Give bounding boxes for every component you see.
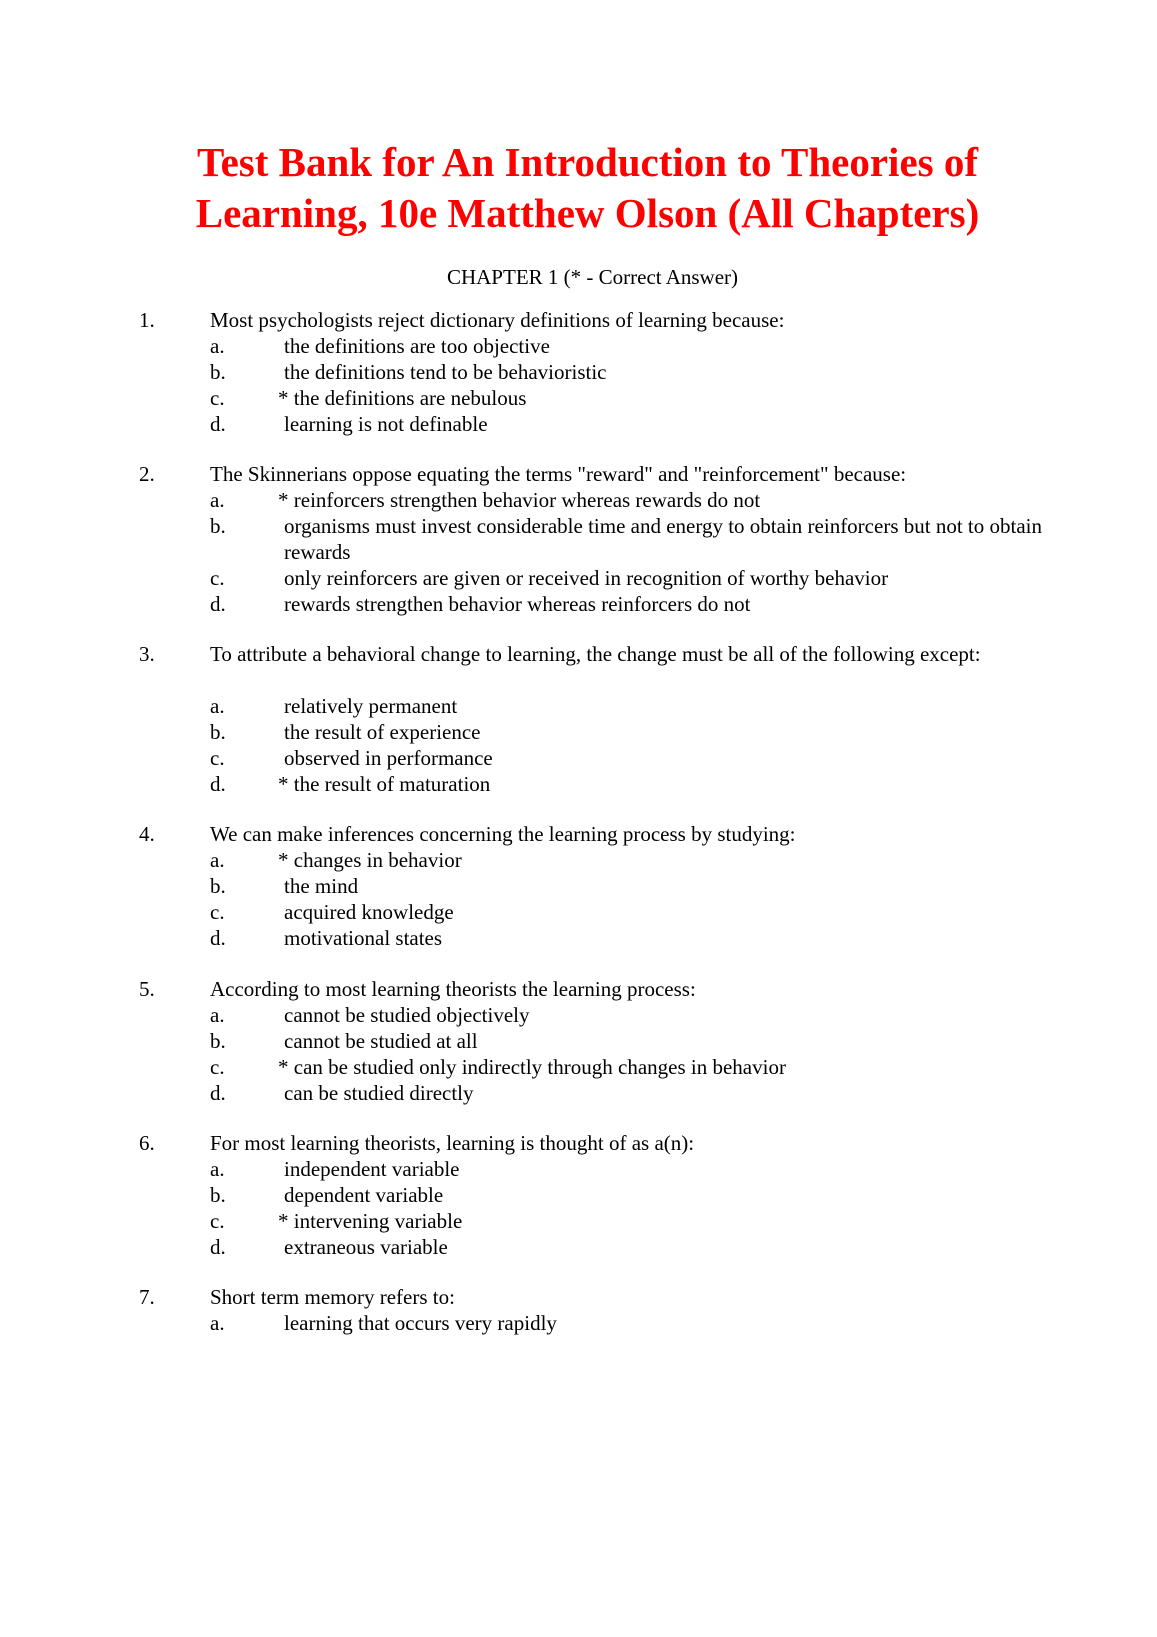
option-letter: c.: [210, 1209, 225, 1233]
question-number: 3.: [139, 642, 155, 666]
correct-option-text: * reinforcers strengthen behavior whereas rewards do not: [278, 488, 761, 512]
option-letter: d.: [210, 1235, 226, 1259]
option-text: the definitions are too objective: [284, 334, 550, 358]
option-letter: a.: [210, 334, 225, 358]
document-title: [100, 137, 1075, 239]
correct-option-text: * can be studied only indirectly through changes in behavior: [278, 1055, 786, 1079]
option-letter: d.: [210, 772, 226, 796]
option-letter: b.: [210, 1029, 226, 1053]
option-text: observed in performance: [284, 746, 493, 770]
option-text: relatively permanent: [284, 694, 458, 718]
option-letter: a.: [210, 694, 225, 718]
option-letter: d.: [210, 926, 226, 950]
option-text: the result of experience: [284, 720, 481, 744]
question-text: According to most learning theorists the learning process:: [210, 977, 696, 1001]
option-letter: c.: [210, 566, 225, 590]
question-text: The Skinnerians oppose equating the terms "reward" and "reinforcement" because:: [210, 462, 907, 486]
question-text: For most learning theorists, learning is thought of as a(n):: [210, 1131, 695, 1155]
title-line-1: Test Bank for An Introduction to Theories of: [196, 139, 979, 185]
question-text: Short term memory refers to:: [210, 1285, 455, 1309]
option-text: cannot be studied at all: [284, 1029, 478, 1053]
correct-option-text: * changes in behavior: [278, 848, 462, 872]
question-number: 7.: [139, 1285, 155, 1309]
option-letter: c.: [210, 1055, 225, 1079]
option-text: acquired knowledge: [284, 900, 454, 924]
question-text: To attribute a behavioral change to learning, the change must be all of the following except:: [210, 642, 981, 666]
option-text: extraneous variable: [284, 1235, 448, 1259]
question-number: 5.: [139, 977, 155, 1001]
option-letter: a.: [210, 1003, 225, 1027]
option-text: learning is not definable: [284, 412, 488, 436]
question-text: We can make inferences concerning the learning process by studying:: [210, 822, 796, 846]
option-text: motivational states: [284, 926, 443, 950]
question-number: 2.: [139, 462, 155, 486]
question-number: 6.: [139, 1131, 155, 1155]
option-letter: b.: [210, 874, 226, 898]
option-letter: a.: [210, 848, 225, 872]
option-text: the definitions tend to be behavioristic: [284, 360, 607, 384]
option-text: only reinforcers are given or received in recognition of worthy behavior: [284, 566, 889, 590]
option-letter: d.: [210, 412, 226, 436]
question-number: 4.: [139, 822, 155, 846]
option-text: cannot be studied objectively: [284, 1003, 530, 1027]
option-letter: a.: [210, 1311, 225, 1335]
option-letter: a.: [210, 488, 225, 512]
correct-option-text: * the result of maturation: [278, 772, 491, 796]
correct-option-text: * the definitions are nebulous: [278, 386, 527, 410]
option-text: can be studied directly: [284, 1081, 474, 1105]
option-letter: d.: [210, 592, 226, 616]
title-line-2: Learning, 10e Matthew Olson (All Chapters): [195, 190, 980, 236]
option-text: learning that occurs very rapidly: [284, 1311, 557, 1335]
option-letter: b.: [210, 720, 226, 744]
option-letter: b.: [210, 514, 226, 538]
option-letter: a.: [210, 1157, 225, 1181]
option-text: rewards strengthen behavior whereas reinforcers do not: [284, 592, 751, 616]
option-text: independent variable: [284, 1157, 460, 1181]
option-letter: b.: [210, 1183, 226, 1207]
correct-option-text: * intervening variable: [278, 1209, 463, 1233]
option-letter: b.: [210, 360, 226, 384]
option-text: the mind: [284, 874, 359, 898]
question-text: Most psychologists reject dictionary definitions of learning because:: [210, 308, 785, 332]
option-text: organisms must invest considerable time and energy to obtain reinforcers but not to obtain rewards: [284, 514, 1042, 564]
option-letter: c.: [210, 386, 225, 410]
chapter-heading: CHAPTER 1 (* - Correct Answer): [446, 265, 739, 289]
option-letter: d.: [210, 1081, 226, 1105]
option-letter: c.: [210, 900, 225, 924]
option-text: dependent variable: [284, 1183, 444, 1207]
option-letter: c.: [210, 746, 225, 770]
question-number: 1.: [139, 308, 155, 332]
